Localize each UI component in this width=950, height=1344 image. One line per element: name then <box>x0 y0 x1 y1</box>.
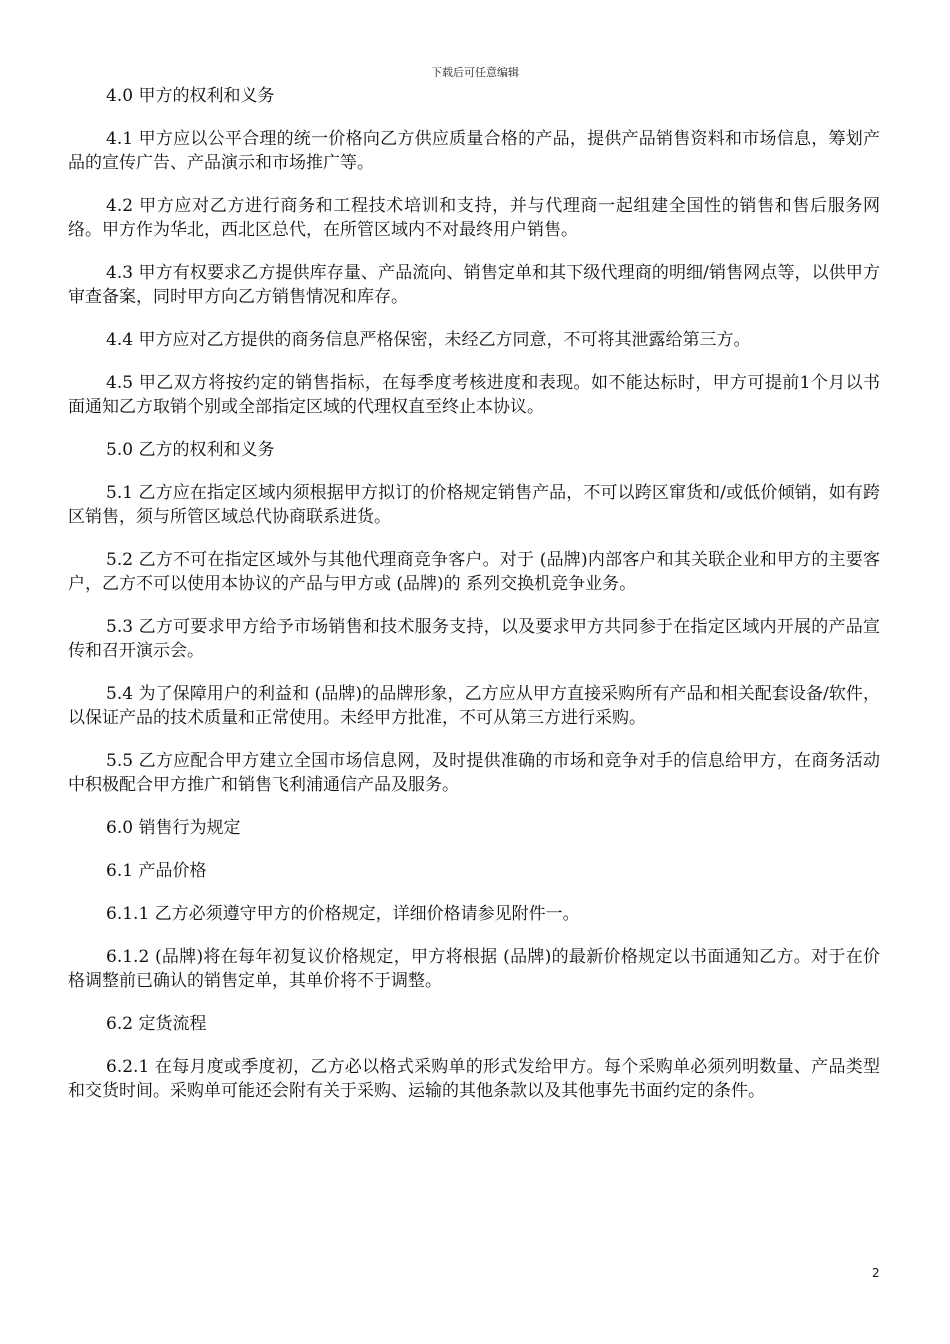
clause-5-5: 5.5 乙方应配合甲方建立全国市场信息网，及时提供准确的市场和竞争对手的信息给甲方，在商务活动中积极配合甲方推广和销售飞利浦通信产品及服务。 <box>68 751 880 795</box>
page-header: 下载后可任意编辑 <box>431 66 519 79</box>
clause-4-3: 4.3 甲方有权要求乙方提供库存量、产品流向、销售定单和其下级代理商的明细/销售网点等，以供甲方审查备案，同时甲方向乙方销售情况和库存。 <box>68 263 880 307</box>
clause-5-2: 5.2 乙方不可在指定区域外与其他代理商竞争客户。对于 (品牌)内部客户和其关联企业和甲方的主要客户，乙方不可以使用本协议的产品与甲方或 (品牌)的 系列交换机竞争业务。 <box>68 550 880 594</box>
clause-5-4: 5.4 为了保障用户的利益和 (品牌)的品牌形象，乙方应从甲方直接采购所有产品和相关配套设备/软件，以保证产品的技术质量和正常使用。未经甲方批准，不可从第三方进行采购。 <box>68 684 880 728</box>
clause-4-4: 4.4 甲方应对乙方提供的商务信息严格保密，未经乙方同意，不可将其泄露给第三方。 <box>106 330 751 350</box>
heading-6-1: 6.1 产品价格 <box>106 861 207 881</box>
heading-4-0: 4.0 甲方的权利和义务 <box>106 86 275 106</box>
clause-4-5: 4.5 甲乙双方将按约定的销售指标，在每季度考核进度和表现。如不能达标时，甲方可提前1个月以书面通知乙方取销个别或全部指定区域的代理权直至终止本协议。 <box>68 373 880 417</box>
clause-5-3: 5.3 乙方可要求甲方给予市场销售和技术服务支持，以及要求甲方共同参于在指定区域内开展的产品宣传和召开演示会。 <box>68 617 880 661</box>
clause-6-1-1: 6.1.1 乙方必须遵守甲方的价格规定，详细价格请参见附件一。 <box>106 904 580 924</box>
heading-6-2: 6.2 定货流程 <box>106 1014 207 1034</box>
heading-5-0: 5.0 乙方的权利和义务 <box>106 440 275 460</box>
clause-6-2-1: 6.2.1 在每月度或季度初，乙方必以格式采购单的形式发给甲方。每个采购单必须列明数量、产品类型和交货时间。采购单可能还会附有关于采购、运输的其他条款以及其他事先书面约定的条件。 <box>68 1057 880 1101</box>
page-number: 2 <box>872 1266 880 1280</box>
clause-5-1: 5.1 乙方应在指定区域内须根据甲方拟订的价格规定销售产品，不可以跨区窜货和/或低价倾销，如有跨区销售，须与所管区域总代协商联系进货。 <box>68 483 880 527</box>
clause-4-2: 4.2 甲方应对乙方进行商务和工程技术培训和支持，并与代理商一起组建全国性的销售和售后服务网络。甲方作为华北，西北区总代，在所管区域内不对最终用户销售。 <box>68 196 880 240</box>
document-body <box>68 84 880 1122</box>
clause-4-1: 4.1 甲方应以公平合理的统一价格向乙方供应质量合格的产品，提供产品销售资料和市场信息，筹划产品的宣传广告、产品演示和市场推广等。 <box>68 129 880 173</box>
heading-6-0: 6.0 销售行为规定 <box>106 818 241 838</box>
clause-6-1-2: 6.1.2 (品牌)将在每年初复议价格规定，甲方将根据 (品牌)的最新价格规定以书面通知乙方。对于在价格调整前已确认的销售定单，其单价将不于调整。 <box>68 947 880 991</box>
